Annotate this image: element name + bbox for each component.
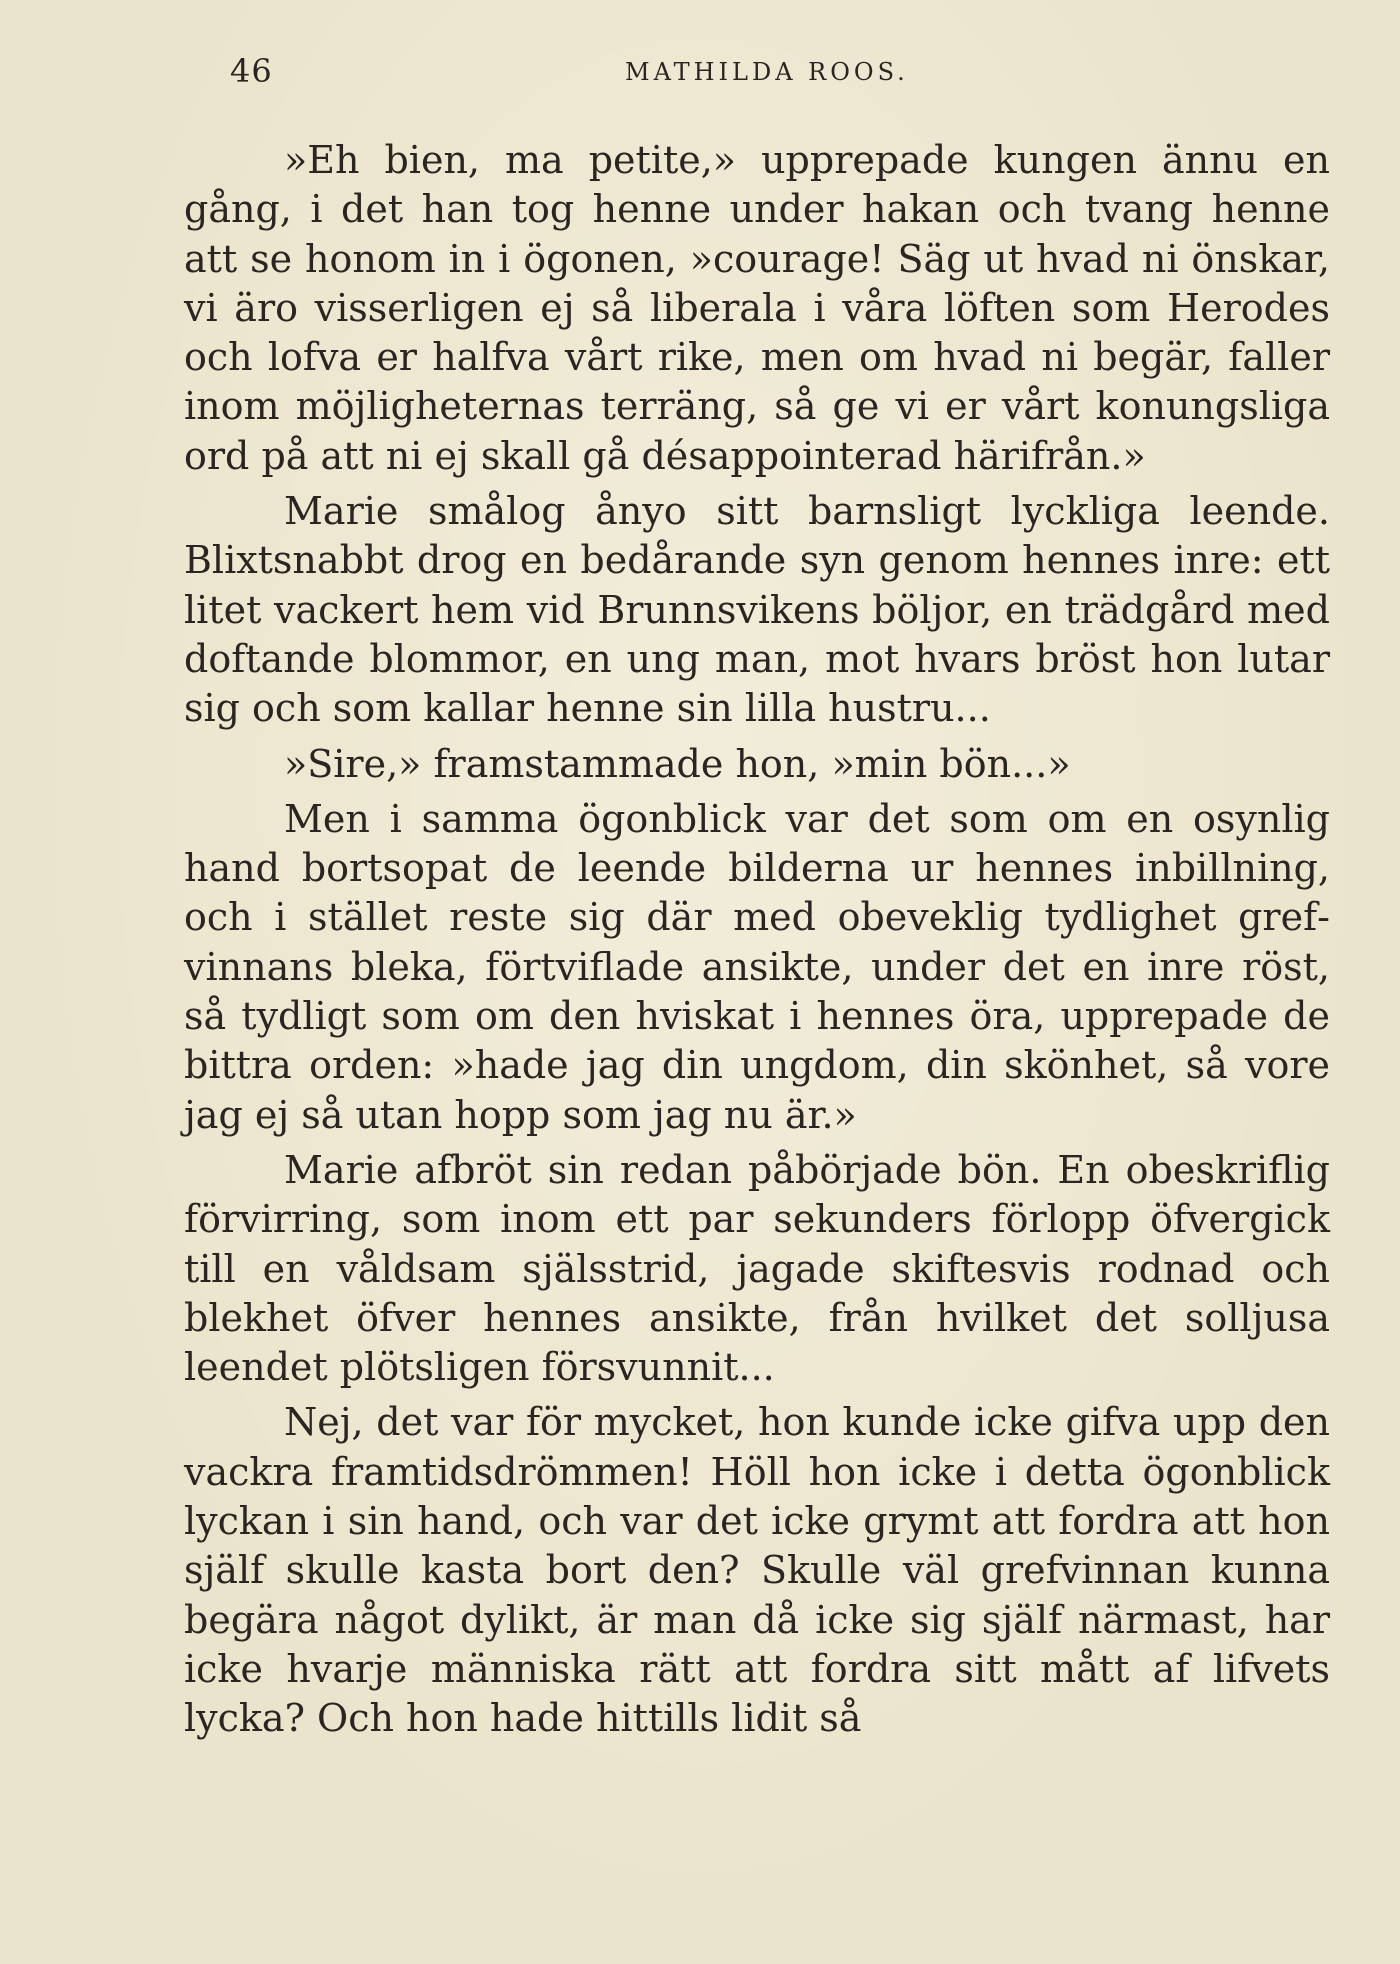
paragraph: Marie afbröt sin redan påbörjade bön. En obeskriflig förvirring, som inom ett par sekunders förlopp öfvergick till en våldsam själsstrid, jagade skiftesvis rodnad och blekhet öfver hennes ansikte, från hvilket det solljusa leendet plötsligen försvunnit...	[184, 1147, 1330, 1390]
paragraph: Nej, det var för mycket, hon kunde icke gifva upp den vackra framtidsdrömmen! Höll hon icke i detta ögonblick lyckan i sin hand, och var det icke grymt att fordra att hon själf skulle kasta bort den? Skulle väl grefvinnan kunna begära något dylikt, är man då icke sig själf närmast, har icke hvarje människa rätt att fordra sitt mått af lifvets lycka? Och hon hade hittills lidit så	[184, 1400, 1330, 1741]
running-head	[230, 52, 1330, 102]
page-number: 46	[230, 52, 273, 90]
paragraph: »Sire,» framstammade hon, »min bön...»	[284, 741, 1071, 786]
body-text	[184, 136, 1330, 1744]
paragraph: Men i samma ögonblick var det som om en osynlig hand bortsopat de leende bilderna ur hennes inbillning, och i stället reste sig där med obeveklig tydlighet grefvinnans bleka, förtviflade ansikte, under det en inre röst, så tydligt som om den hviskat i hennes öra, upprepade de bittra orden: »hade jag din ungdom, din skönhet, så vore jag ej så utan hopp som jag nu är.»	[184, 796, 1330, 1137]
running-title: MATHILDA ROOS.	[625, 58, 909, 86]
paragraph: Marie smålog ånyo sitt barnsligt lyckliga leende. Blixtsnabbt drog en bedårande syn genom hennes inre: ett litet vackert hem vid Brunnsvikens böljor, en trädgård med doftande blommor, en ung man, mot hvars bröst hon lutar sig och som kallar henne sin lilla hustru...	[184, 489, 1330, 731]
paragraph: »Eh bien, ma petite,» upprepade kungen ännu en gång, i det han tog henne under hakan och tvang henne att se honom in i ögonen, »courage! Säg ut hvad ni önskar, vi äro visserligen ej så liberala i våra löften som Herodes och lofva er halfva vårt rike, men om hvad ni begär, faller inom möjligheternas terräng, så ge vi er vårt konungsliga ord på att ni ej skall gå désappointerad härifrån.»	[184, 138, 1330, 478]
